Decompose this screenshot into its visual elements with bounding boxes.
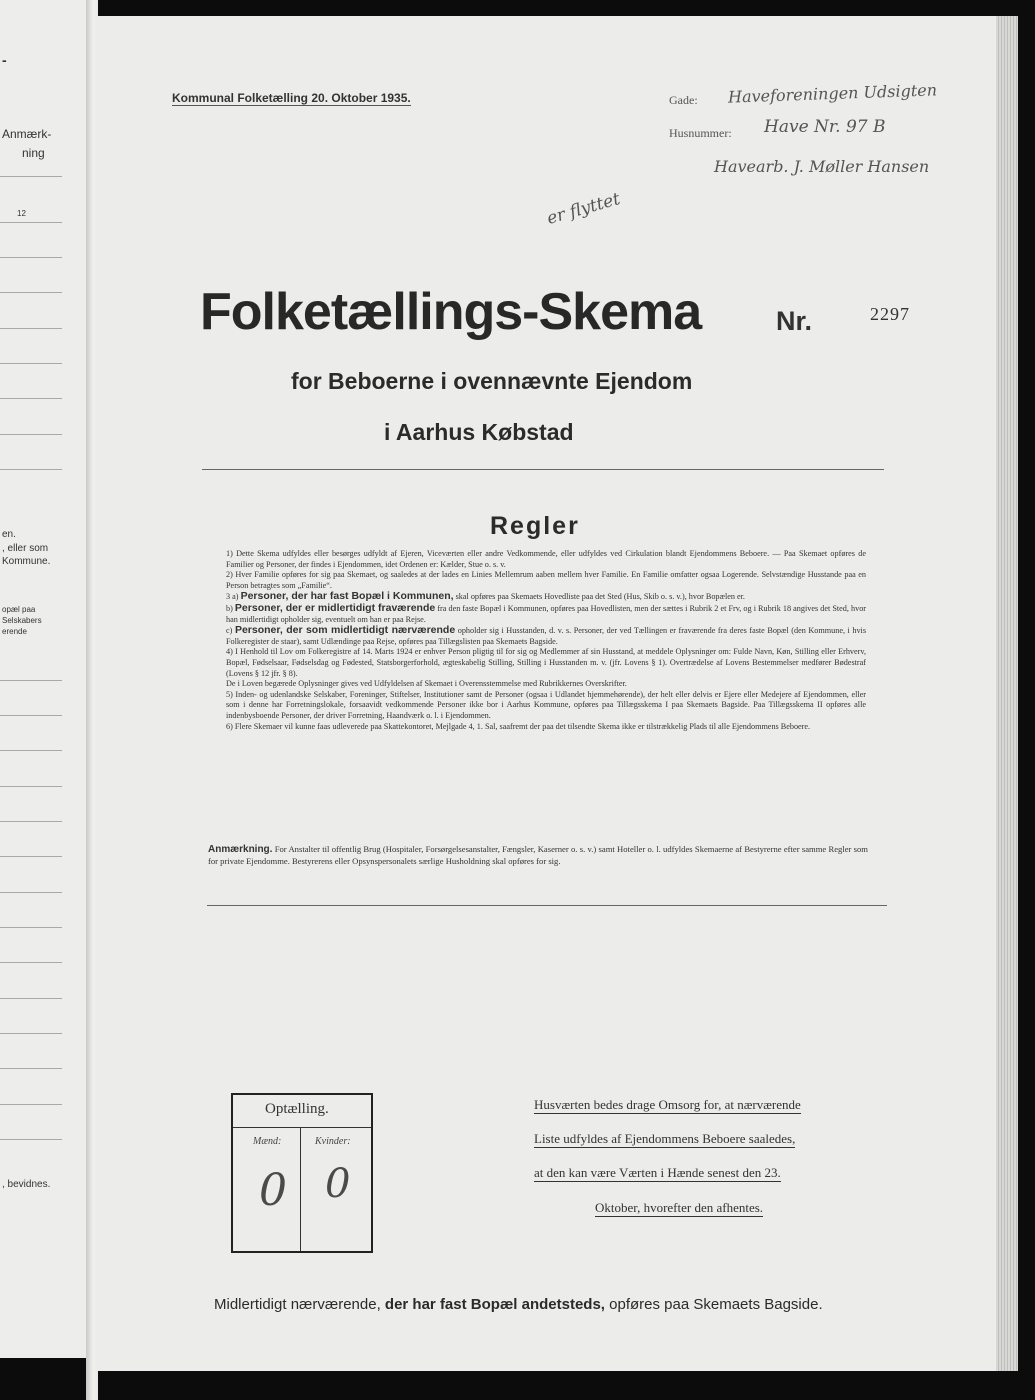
left-fragment: , bevidnes. xyxy=(2,1179,51,1190)
left-rule xyxy=(0,222,62,223)
left-rule xyxy=(0,786,62,787)
rule-1: 1) Dette Skema udfyldes eller besørges udfyldt af Ejeren, Viceværten eller andre Vedkommende, eller udfyldes ved Cirkulation blandt Ejendommens Beboere. — Paa Skemaet opføres de Familier og Personer, der findes i Ejendommen, idet Ordenen er: Kælder, Stue o. s. v. xyxy=(226,549,866,569)
left-rule xyxy=(0,680,62,681)
left-fragment: erende xyxy=(2,627,27,636)
rule-3b-num: b) xyxy=(226,603,233,613)
rule-3c-text: opholder sig i Husstanden, d. v. s. Personer, der ved Tællingen er fraværende fra deres faste Bopæl (den Kommune, i hvis Folkeregister de staar), samt Udlændinge paa Rejse, opføres paa Tillægslisten paa Skemaets Bagside. xyxy=(226,626,867,646)
left-fragment: opæl paa xyxy=(2,605,36,614)
left-heading-line1: Anmærk- xyxy=(2,127,52,141)
count-box xyxy=(231,1093,373,1253)
rule-3a-text: skal opføres paa Skemaets Hovedliste paa det Sted (Hus, Skib o. s. v.), hvor Bopælen er. xyxy=(455,592,745,602)
rule-2: 2) Hver Familie opføres for sig paa Skemaet, og saaledes at der lades en Linies Mellemrum aaben mellem hver Familie. En Familie omfatter ogsaa Logerende. Selvstændige Husstande paa en Person betragtes som „Familie“. xyxy=(226,570,866,590)
left-fragment: Selskabers xyxy=(2,616,42,625)
rules-heading: Regler xyxy=(490,512,580,540)
footer-part-b: der har fast Bopæl andetsteds, xyxy=(384,1296,605,1313)
house-label: Husnummer: xyxy=(669,126,732,140)
notice-line-1: Husværten bedes drage Omsorg for, at nærværende xyxy=(534,1097,801,1112)
left-page-mark: - xyxy=(2,52,7,68)
divider-top xyxy=(202,469,884,470)
notice-line-3: at den kan være Værten i Hænde senest den 23. xyxy=(534,1165,781,1180)
street-label: Gade: xyxy=(669,93,698,107)
census-form-page xyxy=(96,16,996,1371)
left-rule xyxy=(0,892,62,893)
notice-line-4: Oktober, hvorefter den afhentes. xyxy=(595,1200,764,1215)
left-rule xyxy=(0,750,62,751)
rule-3b-text: fra den faste Bopæl i Kommunen, opføres paa Hovedlisten, men der sættes i Rubrik 2 et Frv, og i Rubrik 18 angives det Sted, hvor han midlertidigt opholder sig, eventuelt om han er paa Rejse. xyxy=(226,603,867,624)
form-number-value: 2297 xyxy=(870,304,910,324)
left-rule xyxy=(0,469,62,470)
left-rule xyxy=(0,434,62,435)
occupant-note: Havearb. J. Møller Hansen xyxy=(714,157,930,176)
left-facing-page xyxy=(0,0,93,1358)
left-fragment: en. xyxy=(2,529,16,540)
women-label: Kvinder: xyxy=(315,1136,351,1147)
moved-note: er flyttet xyxy=(544,189,623,229)
rule-3b xyxy=(226,603,866,625)
men-count: 0 xyxy=(259,1165,287,1216)
count-box-title: Optælling. xyxy=(265,1101,329,1117)
divider-bottom xyxy=(207,905,887,906)
rule-5: 5) Inden- og udenlandske Selskaber, Foreninger, Stiftelser, Institutioner samt de Personer (ogsaa i Udlandet hjemmehørende), der helt eller delvis er Ejere eller Medejere af Ejendommen, eller som i denne har Forretningslokale, forsaavidt vedkommende Personer ikke bor i Aarhus Kommune, opføres paa Tillægsskema I paa Skemaets Bagside. Paa Tillægsskema II opføres alle indenbysboende Personer, der driver Forretning, Haandværk o. l. i Ejendommen. xyxy=(226,689,866,720)
count-box-rule xyxy=(233,1127,371,1128)
rule-3a-bold: Personer, der har fast Bopæl i Kommunen, xyxy=(240,590,454,603)
page-edges xyxy=(996,16,1018,1371)
left-rule xyxy=(0,328,62,329)
left-fragment: , eller som xyxy=(2,543,49,554)
street-value: Haveforeningen Udsigten xyxy=(727,80,938,107)
rule-4: 4) I Henhold til Lov om Folkeregistre af 14. Marts 1924 er enhver Person pligtig til for sig og Medlemmer af sin Husstand, at meddele Oplysninger om: Fulde Navn, Køn, Stilling eller Erhverv, Bopæl, Fødselsaar, Fødselsdag og Fødested, Statsborgerforhold, ægteskabelig Stilling, Stilling i Husstanden m. v. (jfr. Lovens § 1). Overtrædelse af Lovens Bestemmelser medfører Bødestraf (Lovens § 12 jfr. § 8). xyxy=(226,647,866,678)
census-title: Kommunal Folketælling 20. Oktober 1935. xyxy=(172,91,411,105)
left-rule xyxy=(0,1033,62,1034)
remark-block xyxy=(208,844,868,867)
men-label: Mænd: xyxy=(253,1136,282,1147)
form-title: Folketællings-Skema xyxy=(200,283,702,341)
house-value: Have Nr. 97 B xyxy=(764,117,886,137)
left-rule xyxy=(0,176,62,177)
left-rule xyxy=(0,398,62,399)
rule-3c-bold: Personer, der som midlertidigt nærværende xyxy=(234,624,456,637)
remark-text: For Anstalter til offentlig Brug (Hospitaler, Forsørgelsesanstalter, Fængsler, Kaserner o. s. v.) samt Hoteller o. l. udfyldes Skemaerne af Bestyrerne efter samme Regler som for private Ejendomme. Bestyrerens eller Opsynspersonalets særlige Husholdning skal opføres for sig. xyxy=(208,844,868,866)
rule-3b-bold: Personer, der er midlertidigt fraværende xyxy=(234,601,436,614)
women-count: 0 xyxy=(325,1161,351,1207)
rule-3c xyxy=(226,625,866,647)
left-rule xyxy=(0,1068,62,1069)
left-rule xyxy=(0,962,62,963)
left-rule xyxy=(0,856,62,857)
left-rule xyxy=(0,257,62,258)
rule-6: 6) Flere Skemaer vil kunne faas udleverede paa Skattekontoret, Mejlgade 4, 1. Sal, saafremt der paa det tilsendte Skema ikke er tilstrækkelig Plads til alle Ejendommens Beboere. xyxy=(226,721,811,731)
rules-body xyxy=(226,549,866,732)
form-subtitle-2: i Aarhus Købstad xyxy=(384,419,574,445)
left-rule xyxy=(0,821,62,822)
left-fragment: Kommune. xyxy=(2,556,51,567)
left-heading-line2: ning xyxy=(22,146,45,160)
left-rule xyxy=(0,1104,62,1105)
rule-4b: De i Loven begærede Oplysninger gives ved Udfyldelsen af Skemaet i Overensstemmelse med Rubrikkernes Overskrifter. xyxy=(226,679,627,689)
left-rule xyxy=(0,1139,62,1140)
remark-label: Anmærkning. xyxy=(208,844,273,855)
notice-line-2: Liste udfyldes af Ejendommens Beboere saaledes, xyxy=(534,1131,796,1146)
form-number-label: Nr. xyxy=(776,306,813,336)
left-rule xyxy=(0,292,62,293)
left-rule xyxy=(0,998,62,999)
left-col-number: 12 xyxy=(17,209,26,218)
footer-note xyxy=(214,1296,823,1313)
left-rule xyxy=(0,363,62,364)
left-rule xyxy=(0,715,62,716)
footer-part-a: Midlertidigt nærværende, xyxy=(214,1296,381,1313)
footer-part-c: opføres paa Skemaets Bagside. xyxy=(609,1296,823,1313)
rule-3c-num: c) xyxy=(226,626,233,636)
rule-3a-num: 3 a) xyxy=(226,592,239,602)
form-subtitle-1: for Beboerne i ovennævnte Ejendom xyxy=(291,368,693,394)
left-rule xyxy=(0,927,62,928)
count-box-divider xyxy=(300,1127,301,1251)
